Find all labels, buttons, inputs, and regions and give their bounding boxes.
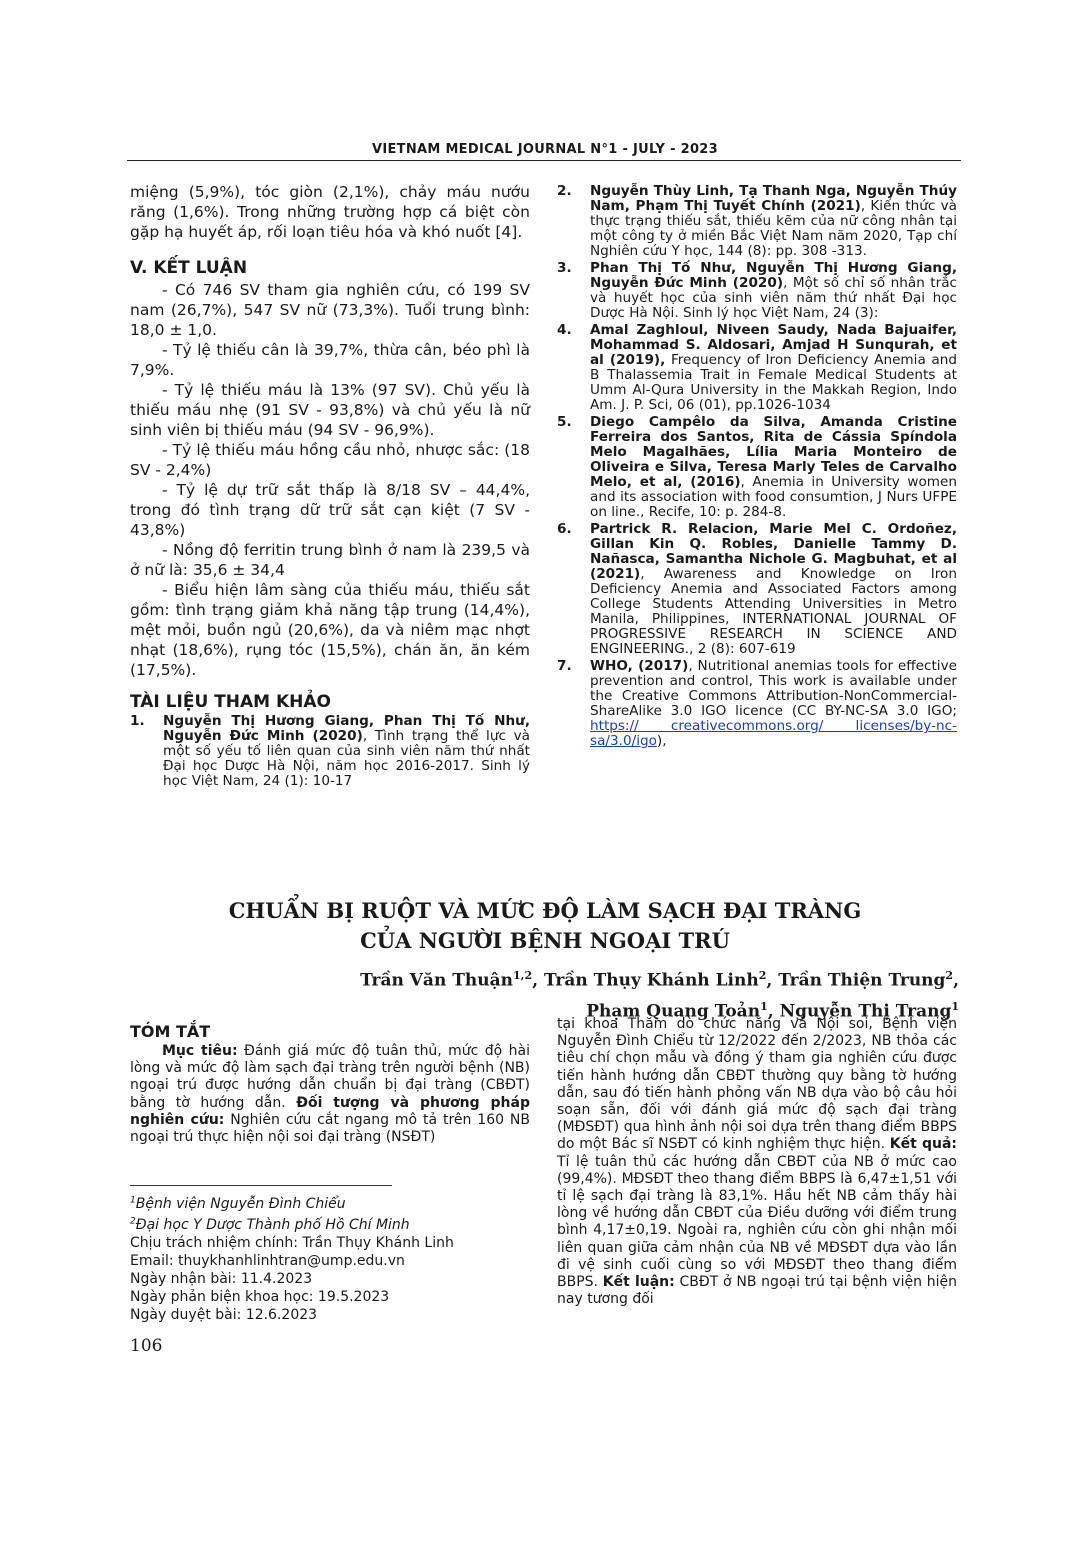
abstract-paragraph bbox=[557, 1016, 957, 1308]
abstract-paragraph bbox=[130, 1043, 530, 1146]
abstract-heading: TÓM TẮT bbox=[130, 1022, 211, 1041]
date-accepted: Ngày duyệt bài: 12.6.2023 bbox=[130, 1307, 318, 1324]
author-affiliation: 2 bbox=[945, 969, 954, 982]
footnote-rule bbox=[130, 1185, 392, 1186]
intro-paragraph: miệng (5,9%), tóc giòn (2,1%), chảy máu nướu răng (1,6%). Trong những trường hợp cá biệt còn gặp hạ huyết áp, rối loạn tiêu hóa và khó nuốt [4]. bbox=[130, 183, 530, 241]
reference-number: 3. bbox=[557, 260, 572, 276]
reference-authors: WHO, (2017) bbox=[590, 658, 689, 674]
reference-tail: ), bbox=[656, 733, 667, 749]
reference-link[interactable]: https:// creativecommons.org/ licenses/by-nc-sa/3.0/igo bbox=[590, 718, 957, 749]
reference-details: , Một số chỉ số nhân trắc và huyết học của sinh viên năm thứ nhất Đại học Dược Hà Nội. Sinh lý học Việt Nam, 24 (3): bbox=[590, 275, 958, 321]
reference-number: 5. bbox=[557, 414, 572, 430]
author-separator: , bbox=[766, 970, 779, 991]
affiliation-text: Đại học Y Dược Thành phố Hồ Chí Minh bbox=[135, 1217, 410, 1234]
journal-header: VIETNAM MEDICAL JOURNAL N°1 - JULY - 2023 bbox=[372, 142, 718, 157]
reference-item bbox=[557, 659, 957, 749]
author-name: Trần Văn Thuận bbox=[360, 970, 513, 991]
reference-authors: Phan Thị Tố Như, Nguyễn Thị Hương Giang, Nguyễn Đức Minh (2020) bbox=[590, 260, 957, 291]
reference-item bbox=[130, 714, 530, 789]
conclusion-heading: V. KẾT LUẬN bbox=[130, 258, 248, 278]
reference-authors: Amal Zaghloul, Niveen Saudy, Nada Bajuaifer, Mohammad S. Aldosari, Amjad H Sunqurah, et al (2019), bbox=[590, 322, 957, 368]
header-rule bbox=[127, 160, 961, 161]
reference-authors: Diego Campêlo da Silva, Amanda Cristine Ferreira dos Santos, Rita de Cássia Spíndola Melo Magalhães, Lília Maria Monteiro de Oliveira e Silva, Teresa Marly Teles de Carvalho Melo, et al, (2016) bbox=[590, 414, 957, 490]
author-affiliation: 1 bbox=[760, 999, 768, 1013]
article-title bbox=[0, 896, 1090, 956]
conclusion-item: - Tỷ lệ thiếu cân là 39,7%, thừa cân, béo phì là 7,9%. bbox=[130, 341, 530, 379]
abstract-keyword: Mục tiêu: bbox=[162, 1043, 238, 1059]
right-column bbox=[557, 184, 957, 751]
author-affiliation: 1,2 bbox=[512, 969, 533, 982]
email: Email: thuykhanhlinhtran@ump.edu.vn bbox=[130, 1253, 405, 1270]
reference-number: 1. bbox=[130, 713, 145, 729]
author-affiliation: 2 bbox=[758, 969, 767, 982]
conclusion-item: - Tỷ lệ thiếu máu là 13% (97 SV). Chủ yếu là thiếu máu nhẹ (91 SV - 93,8%) và chủ yếu là nữ sinh viên bị thiếu máu (94 SV - 96,9%). bbox=[130, 381, 530, 439]
author-line bbox=[360, 963, 959, 994]
reference-details: , Tình trạng thể lực và một số yếu tố liên quan của sinh viên năm thứ nhất Đại học Dược Hà Nội, năm học 2016-2017. Sinh lý học Việt Nam, 24 (1): 10-17 bbox=[163, 728, 530, 789]
reference-item bbox=[557, 323, 957, 413]
affiliation-mark: 2 bbox=[130, 1216, 136, 1227]
abstract-text: tại khoa Thăm dò chức năng và Nội soi, Bệnh viện Nguyễn Đình Chiểu từ 12/2022 đến 2/2023, NB thỏa các tiêu chí chọn mẫu và đồng ý tham gia nghiên cứu được tiến hành hướng dẫn CBĐT thường quy bằng tờ hướng dẫn, sau đó tiến hành phỏng vấn NB dựa vào bộ câu hỏi soạn sẵn, đối với đánh giá mức độ sạch đại tràng (MĐSĐT) qua hình ảnh nội soi dựa trên thang điểm BBPS do một Bác sĩ NSĐT có kinh nghiệm thực hiện. bbox=[557, 1016, 957, 1153]
reference-details: , Nutritional anemias tools for effective prevention and control, This work is available under the Creative Commons Attribution-NonCommercial-ShareAlike 3.0 IGO licence (CC BY-NC-SA 3.0 IGO; bbox=[590, 658, 957, 719]
abstract-text: Nghiên cứu cắt ngang mô tả trên 160 NB ngoại trú thực hiện nội soi đại tràng (NSĐT) bbox=[130, 1111, 531, 1146]
author-separator: , bbox=[767, 1001, 780, 1022]
reference-authors: Partrick R. Relacion, Marie Mel C. Ordoñez, Gillan Kin Q. Robles, Danielle Tammy D. Nañasca, Samantha Nichole G. Magbuhat, et al (2021) bbox=[590, 521, 957, 582]
author-name: Nguyễn Thị Trang bbox=[779, 1001, 952, 1022]
conclusion-item: - Biểu hiện lâm sàng của thiếu máu, thiếu sắt gồm: tình trạng giảm khả năng tập trung (14,4%), mệt mỏi, buồn ngủ (20,6%), da và niêm mạc nhợt nhạt (18,6%), rụng tóc (15,5%), chán ăn, ăn kém (17,5%). bbox=[130, 581, 530, 679]
reference-details: , Kiến thức và thực trạng thiếu sắt, thiếu kẽm của nữ công nhân tại một công ty ở miền Bắc Việt Nam năm 2020, Tạp chí Nghiên cứu Y học, 144 (8): pp. 308 -313. bbox=[590, 198, 958, 259]
conclusion-item: - Nồng độ ferritin trung bình ở nam là 239,5 và ở nữ là: 35,6 ± 34,4 bbox=[130, 541, 530, 579]
title-line: CỦA NGƯỜI BỆNH NGOẠI TRÚ bbox=[360, 928, 730, 953]
reference-details: , Anemia in University women and its association with food consumtion, J Nurs UFPE on line., Recife, 10: p. 284-8. bbox=[590, 474, 957, 520]
reference-number: 2. bbox=[557, 183, 572, 199]
abstract-text: Đánh giá mức độ tuân thủ, mức độ hài lòng và mức độ làm sạch đại tràng trên người bệnh (NB) ngoại trú được hướng dẫn chuẩn bị đại tràng (CBĐT) bằng tờ hướng dẫn. bbox=[130, 1043, 530, 1111]
reference-number: 7. bbox=[557, 658, 572, 674]
author-affiliation: 1 bbox=[951, 999, 959, 1013]
affiliation-mark: 1 bbox=[130, 1195, 136, 1205]
reference-item bbox=[557, 415, 957, 520]
reference-item bbox=[557, 522, 957, 657]
reference-item bbox=[557, 184, 957, 259]
left-column bbox=[130, 182, 530, 791]
reference-details: , Awareness and Knowledge on Iron Deficiency Anemia and Associated Factors among College Students Attending Universities in Metro Manila, Philippines, INTERNATIONAL JOURNAL OF PROGRESSIVE RESEARCH IN SCIENCE AND ENGINEERING., 2 (8): 607-619 bbox=[590, 566, 957, 657]
author-name: Trần Thụy Khánh Linh bbox=[543, 970, 759, 991]
title-line: CHUẨN BỊ RUỘT VÀ MỨC ĐỘ LÀM SẠCH ĐẠI TRÀNG bbox=[228, 898, 862, 923]
reference-authors: Nguyễn Thị Hương Giang, Phan Thị Tố Như, Nguyễn Đức Minh (2020) bbox=[163, 713, 530, 744]
author-name: Trần Thiện Trung bbox=[778, 970, 946, 991]
date-received: Ngày nhận bài: 11.4.2023 bbox=[130, 1271, 313, 1288]
abstract-right bbox=[557, 1016, 957, 1308]
references-heading: TÀI LIỆU THAM KHẢO bbox=[130, 692, 331, 712]
abstract-keyword: Đối tượng và phương pháp nghiên cứu: bbox=[130, 1094, 530, 1128]
page-number: 106 bbox=[130, 1336, 163, 1356]
author-name: Phạm Quang Toản bbox=[586, 1001, 761, 1022]
corresponding-author: Chịu trách nhiệm chính: Trần Thụy Khánh Linh bbox=[130, 1235, 454, 1252]
conclusion-item: - Có 746 SV tham gia nghiên cứu, có 199 SV nam (26,7%), 547 SV nữ (73,3%). Tuổi trung bình: 18,0 ± 1,0. bbox=[130, 281, 530, 339]
reference-details: Frequency of Iron Deficiency Anemia and B Thalassemia Trait in Female Medical Students at Umm Al-Qura University in the Makkah Region, Indo Am. J. P. Sci, 06 (01), pp.1026-1034 bbox=[590, 352, 957, 413]
author-separator: , bbox=[953, 970, 959, 991]
reference-number: 4. bbox=[557, 322, 572, 338]
conclusion-item: - Tỷ lệ dự trữ sắt thấp là 8/18 SV – 44,4%, trong đó tình trạng dữ trữ sắt cạn kiệt (7 SV - 43,8%) bbox=[130, 481, 530, 539]
conclusion-item: - Tỷ lệ thiếu máu hồng cầu nhỏ, nhược sắc: (18 SV - 2,4%) bbox=[130, 441, 530, 479]
abstract-keyword: Kết quả: bbox=[889, 1136, 957, 1153]
abstract-keyword: Kết luận: bbox=[602, 1274, 675, 1291]
reference-item bbox=[557, 261, 957, 321]
footnotes bbox=[130, 1191, 454, 1324]
affiliation-text: Bệnh viện Nguyễn Đình Chiểu bbox=[135, 1195, 346, 1212]
abstract-text: CBĐT ở NB ngoại trú tại bệnh viện hiện nay tương đối bbox=[557, 1274, 957, 1308]
reference-authors: Nguyễn Thùy Linh, Tạ Thanh Nga, Nguyễn Thúy Nam, Phạm Thị Tuyết Chính (2021) bbox=[590, 183, 957, 214]
author-separator: , bbox=[532, 970, 544, 991]
affiliation-2 bbox=[130, 1213, 454, 1235]
abstract-left bbox=[130, 1022, 530, 1146]
affiliation-1 bbox=[130, 1191, 454, 1213]
abstract-text: Tỉ lệ tuân thủ các hướng dẫn CBĐT của NB ở mức cao (99,4%). MĐSĐT theo thang điểm BBPS là 6,47±1,51 với tỉ lệ sạch đại tràng là 83,1%. Hầu hết NB cảm thấy hài lòng về hướng dẫn CBĐT của Điều dưỡng với điểm trung bình 4,17±0,19. Ngoài ra, nghiên cứu còn ghi nhận mối liên quan giữa cảm nhận của NB về MĐSĐT dựa vào lần đi vệ sinh cuối cùng so với MĐSĐT theo thang điểm BBPS. bbox=[557, 1153, 957, 1291]
reference-number: 6. bbox=[557, 521, 572, 537]
date-reviewed: Ngày phản biện khoa học: 19.5.2023 bbox=[130, 1289, 390, 1306]
